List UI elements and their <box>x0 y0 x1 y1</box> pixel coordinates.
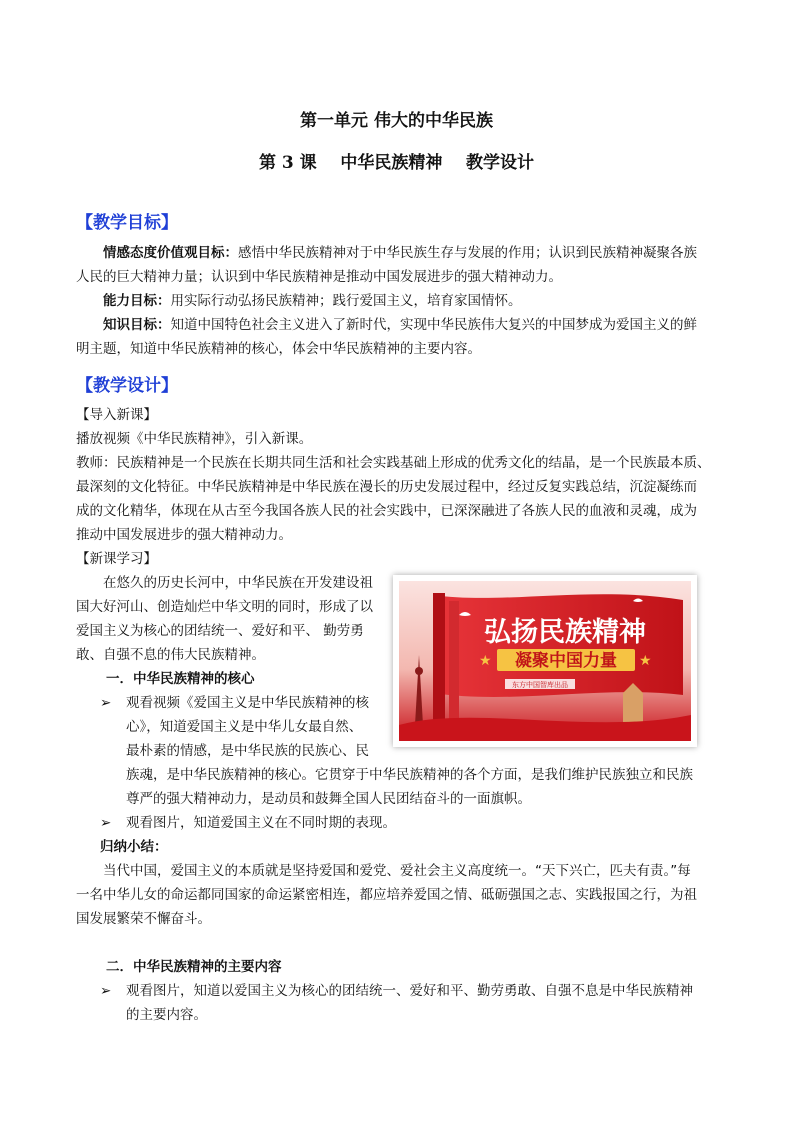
poster-subline: 凝聚中国力量 <box>515 651 617 671</box>
bullet3-text <box>126 979 746 1027</box>
new-line: 爱国主义为核心的团结统一、爱好和平、 勤劳勇 <box>76 623 364 639</box>
pillar-left <box>433 593 445 733</box>
bullet1-line: 观看视频《爱国主义是中华民族精神的核 <box>126 695 369 711</box>
intro-heading: 【导入新课】 <box>76 407 157 423</box>
summary-line: 国发展繁荣不懈奋斗。 <box>76 911 211 927</box>
section-design-heading: 【教学设计】 <box>76 376 178 396</box>
new-lesson-heading: 【新课学习】 <box>76 551 157 567</box>
intro-line: 成的文化精华，体现在从古至今我国各族人民的社会实践中，已深深融进了各族人民的血液和灵魂，成为 <box>76 503 697 519</box>
goal-ability-text: 用实际行动弘扬民族精神；践行爱国主义，培育家国情怀。 <box>170 293 522 309</box>
bullet1-line: 最朴素的情感，是中华民族的民族心、民 <box>126 743 369 759</box>
part1-title: 一．中华民族精神的核心 <box>106 671 255 687</box>
summary-line: 一名中华儿女的命运都同国家的命运紧密相连，都应培养爱国之情、砥砺强国之志、实践报国之行，为祖 <box>76 887 697 903</box>
unit-title: 第一单元 伟大的中华民族 <box>300 111 493 131</box>
intro-line: 推动中国发展进步的强大精神动力。 <box>76 527 292 543</box>
bullet3-line: 的主要内容。 <box>126 1007 207 1023</box>
new-line: 敢、自强不息的伟大民族精神。 <box>76 647 265 663</box>
tower-ball <box>415 667 423 675</box>
poster-image <box>393 575 697 747</box>
star-icon: ★ <box>479 653 492 669</box>
bullet1-line: 尊严的强大精神动力，是动员和鼓舞全国人民团结奋斗的一面旗帜。 <box>126 791 531 807</box>
bullet2-text: 观看图片，知道爱国主义在不同时期的表现。 <box>126 815 396 831</box>
poster-caption: 东方中国智库出品 <box>512 681 568 689</box>
goal-emotion <box>76 241 726 361</box>
star-icon: ★ <box>639 653 652 669</box>
bullet3-line: 观看图片，知道以爱国主义为核心的团结统一、爱好和平、勤劳勇敢、自强不息是中华民族精神 <box>126 983 693 999</box>
pillar-right <box>449 601 459 733</box>
goal-knowledge-text-2: 明主题，知道中华民族精神的核心，体会中华民族精神的主要内容。 <box>76 341 481 357</box>
bullet-marker: ➢ <box>100 983 112 999</box>
summary-line: 当代中国，爱国主义的本质就是坚持爱国和爱党、爱社会主义高度统一。“天下兴亡，匹夫有责。”每 <box>103 863 691 879</box>
section-goals-heading: 【教学目标】 <box>76 213 178 233</box>
bullet1-line: 心》，知道爱国主义是中华儿女最自然、 <box>126 719 363 735</box>
goal-knowledge-label: 知识目标： <box>103 317 171 333</box>
new-line: 在悠久的历史长河中，中华民族在开发建设祖 <box>103 575 373 591</box>
bullet-marker: ➢ <box>100 695 112 711</box>
bullet-marker: ➢ <box>100 815 112 831</box>
intro-line: 播放视频《中华民族精神》，引入新课。 <box>76 431 313 447</box>
goal-emotion-text-1: 感悟中华民族精神对于中华民族生存与发展的作用；认识到民族精神凝聚各族 <box>238 245 697 261</box>
goal-ability-label: 能力目标： <box>103 293 171 309</box>
new-lesson-intro <box>76 571 386 667</box>
bullet1-line: 族魂，是中华民族精神的核心。它贯穿于中华民族精神的各个方面，是我们维护民族独立和民族 <box>126 767 693 783</box>
poster-graphic <box>393 575 697 747</box>
goal-emotion-text-2: 人民的巨大精神力量；认识到中华民族精神是推动中国发展进步的强大精神动力。 <box>76 269 562 285</box>
goal-knowledge-text-1: 知道中国特色社会主义进入了新时代，实现中华民族伟大复兴的中国梦成为爱国主义的鲜 <box>170 317 697 333</box>
intro-line: 教师：民族精神是一个民族在长期共同生活和社会实践基础上形成的优秀文化的结晶，是一个民族最本质、 <box>76 455 711 471</box>
part2-title: 二．中华民族精神的主要内容 <box>106 959 282 975</box>
goal-emotion-label: 情感态度价值观目标： <box>103 245 238 261</box>
bullet1-long <box>126 763 746 811</box>
intro-block <box>76 403 736 571</box>
intro-line: 最深刻的文化特征。中华民族精神是中华民族在漫长的历史发展过程中，经过反复实践总结，沉淀凝练而 <box>76 479 697 495</box>
summary-heading: 归纳小结： <box>100 839 168 855</box>
poster-headline: 弘扬民族精神 <box>484 617 646 648</box>
lesson-title: 第 3 课 中华民族精神 教学设计 <box>258 153 534 173</box>
new-line: 国大好河山、创造灿烂中华文明的同时，形成了以 <box>76 599 373 615</box>
summary-block <box>76 859 741 931</box>
bullet1-short <box>126 691 396 763</box>
